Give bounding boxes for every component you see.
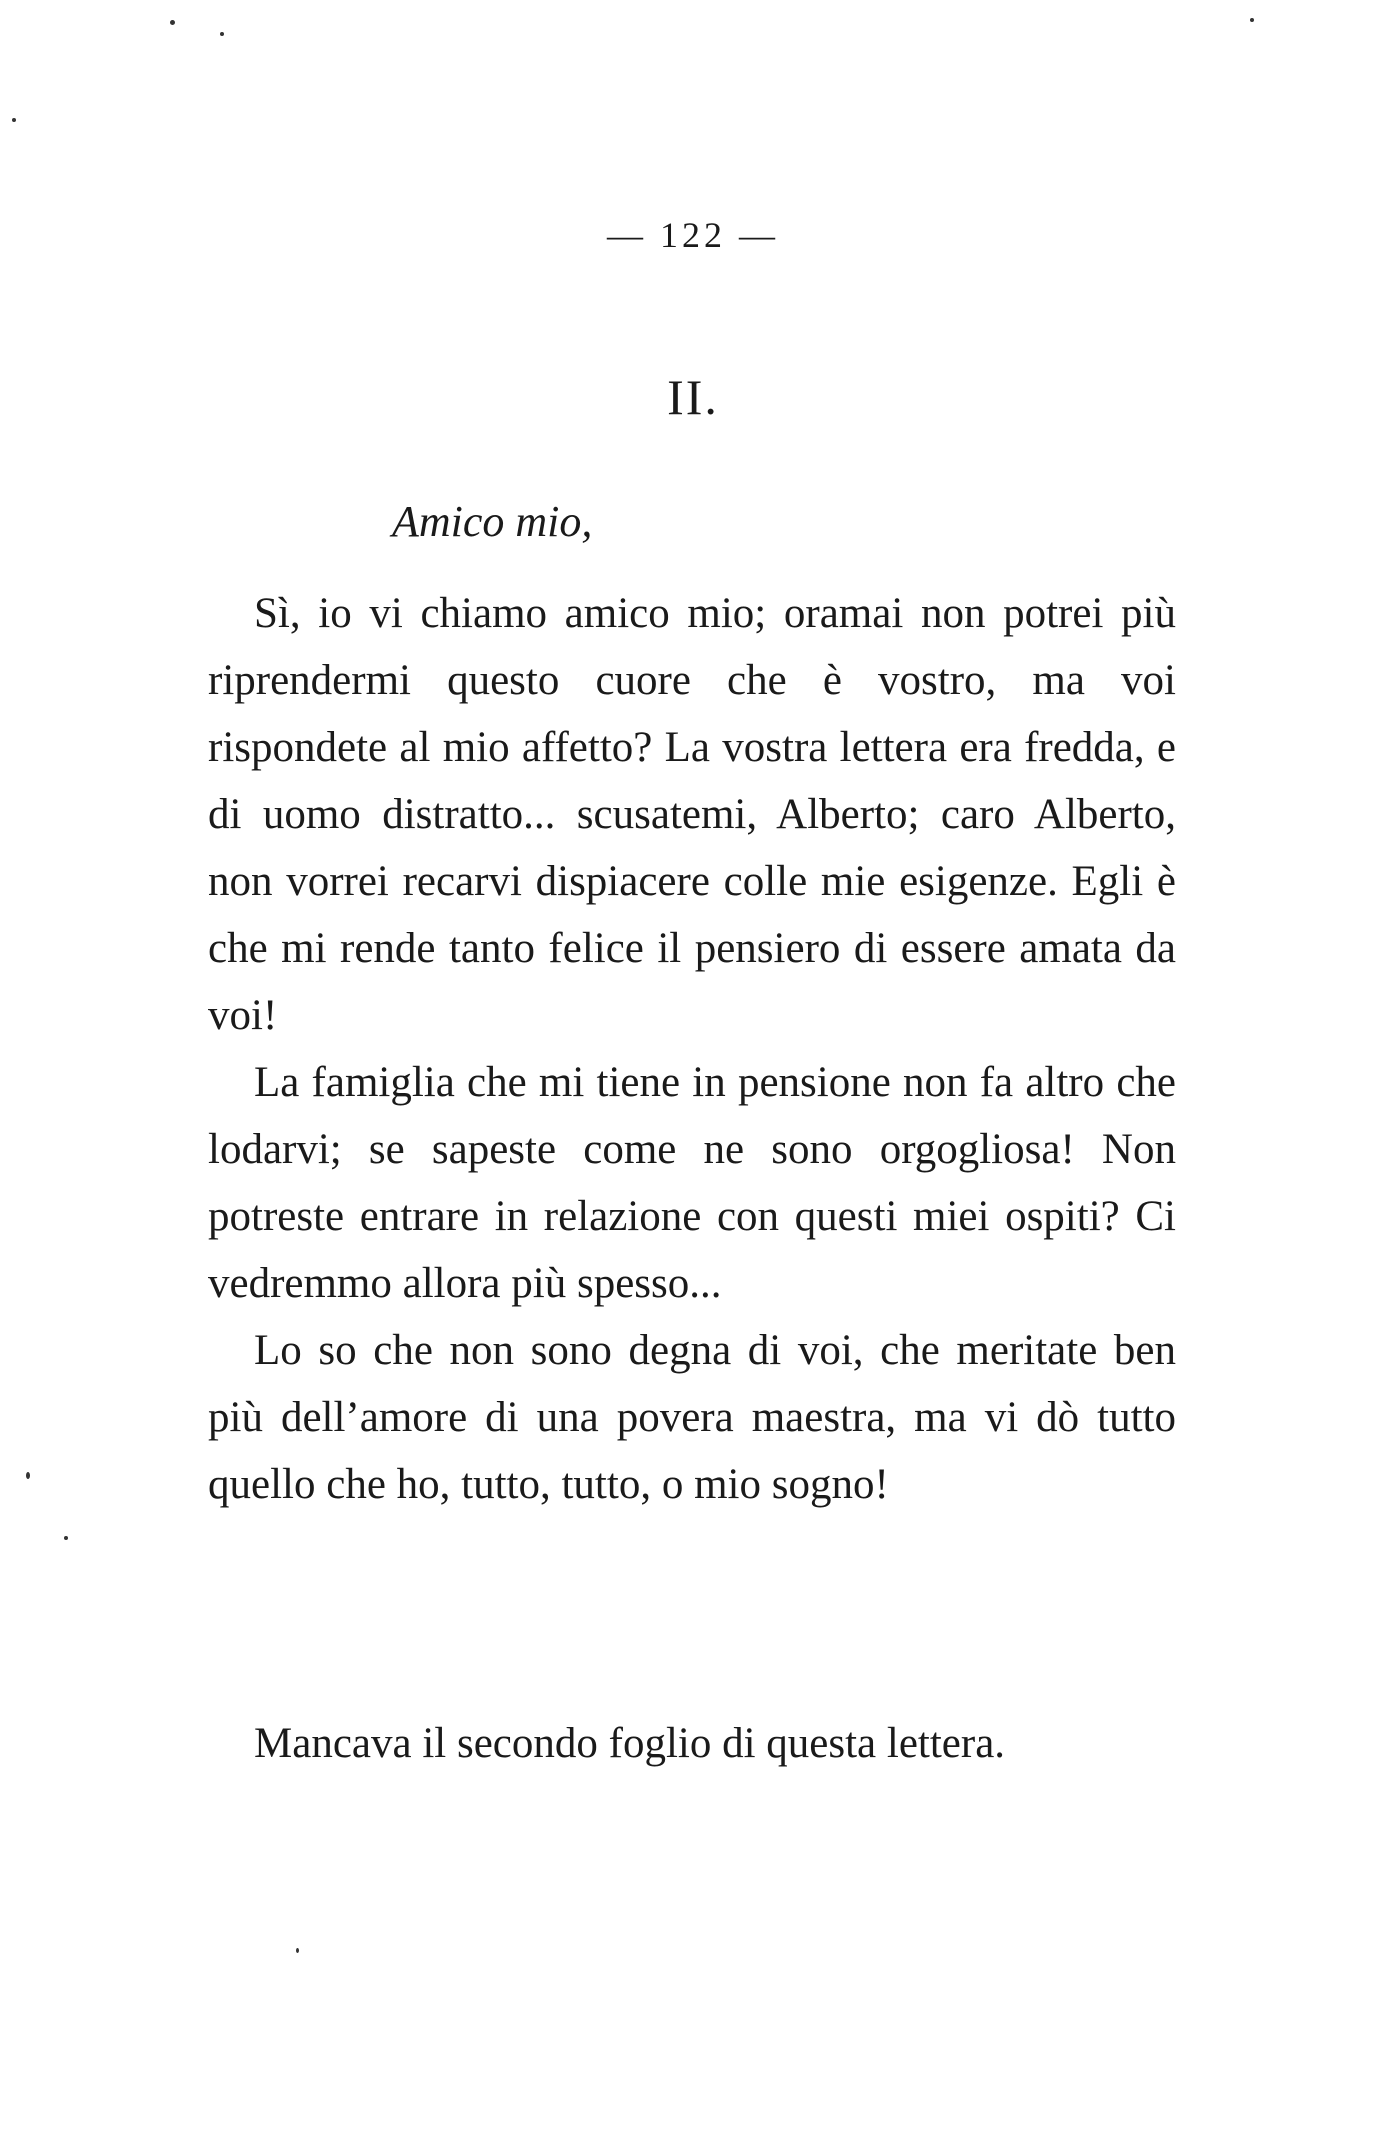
- scan-speck: [12, 118, 16, 122]
- scan-speck: [170, 20, 175, 25]
- letter-paragraph: Lo so che non sono degna di voi, che meritate ben più dell’amore di una povera maestra, ma vi dò tutto quello che ho, tutto, tutto, o mio sogno!: [208, 1327, 1176, 1508]
- letter-salutation: Amico mio,: [392, 497, 593, 546]
- scan-speck: [64, 1536, 68, 1540]
- chapter-heading: II.: [667, 369, 719, 425]
- scan-speck: [1250, 18, 1254, 22]
- letter-body: [208, 580, 1176, 1518]
- letter-paragraph: Sì, io vi chiamo amico mio; oramai non potrei più riprendermi questo cuore che è vostro, ma voi rispondete al mio affetto? La vostra lettera era fredda, e di uomo distratto... scusatemi, Alberto; caro Alberto, non vorrei recarvi dispiacere colle mie esigenze. Egli è che mi rende tanto felice il pensiero di essere amata da voi!: [208, 590, 1176, 1039]
- scan-speck: [296, 1948, 299, 1953]
- scan-speck: [26, 1472, 30, 1479]
- closing-note: Mancava il secondo foglio di questa lettera.: [254, 1720, 1006, 1767]
- scan-speck: [220, 32, 224, 36]
- letter-paragraph: La famiglia che mi tiene in pensione non fa altro che lodarvi; se sapeste come ne sono orgogliosa! Non potreste entrare in relazione con questi miei ospiti? Ci vedremmo allora più spesso...: [208, 1059, 1176, 1307]
- page-number: — 122 —: [607, 215, 779, 255]
